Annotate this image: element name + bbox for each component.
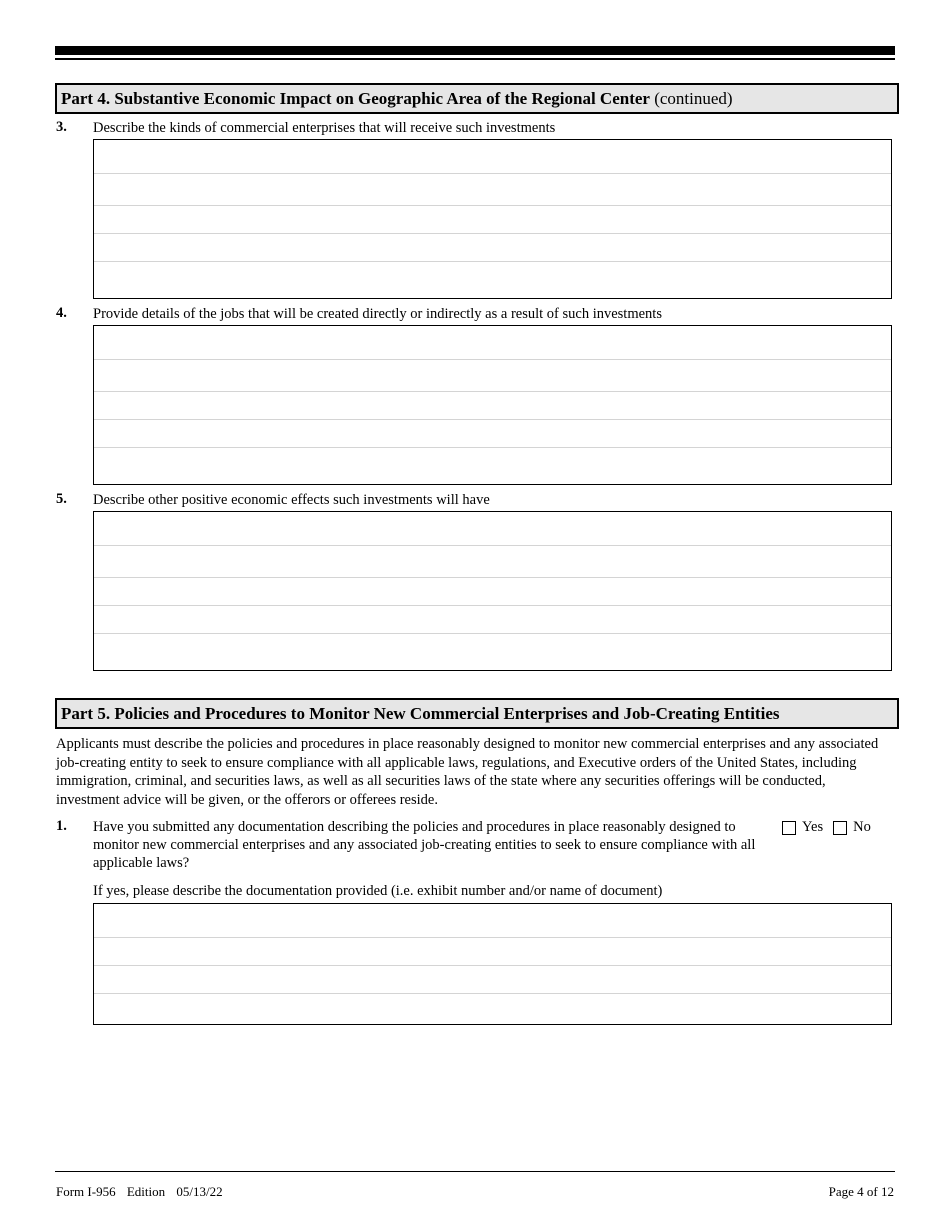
- part4-title: Part 4. Substantive Economic Impact on Geographic Area of the Regional Center: [61, 89, 650, 108]
- header-rule-thick: [55, 46, 895, 55]
- yes-checkbox[interactable]: [782, 821, 796, 835]
- question-3-text: Describe the kinds of commercial enterprises that will receive such investments: [93, 120, 556, 136]
- part5-question-1-number: 1.: [56, 818, 67, 834]
- question-3-answer-field[interactable]: [93, 139, 892, 299]
- footer-rule: [55, 1171, 895, 1172]
- header-rule-thin: [55, 58, 895, 60]
- part5-question-1-text: Have you submitted any documentation describing the policies and procedures in place reasonably designed to monitor new commercial enterprises and any associated job-creating entities to seek to ensure compliance with all applicable laws?: [93, 819, 756, 871]
- question-5-number: 5.: [56, 491, 67, 507]
- footer-form-name: Form I-956: [56, 1184, 116, 1199]
- part5-intro: Applicants must describe the policies and procedures in place reasonably designed to monitor new commercial enterprises and any associated job-creating entity to seek to ensure compliance with all applicable laws, regulations, and Executive orders of the United States, including immigration, criminal, and securities laws, as well as all securities laws of the state where any securities offerings will be conducted, investment advice will be given, or the offerors or offerees reside.: [56, 736, 879, 808]
- part4-title-suffix: (continued): [654, 89, 733, 108]
- footer-edition-date: 05/13/22: [176, 1184, 223, 1199]
- part5-question-1-answer-field[interactable]: [93, 903, 892, 1025]
- yes-label: Yes: [802, 819, 824, 835]
- footer-form-info: [56, 1184, 231, 1200]
- question-5-text: Describe other positive economic effects such investments will have: [93, 492, 490, 508]
- no-label: No: [853, 819, 871, 835]
- part5-header: [55, 698, 899, 729]
- footer-edition-label: Edition: [126, 1184, 166, 1199]
- question-4-text: Provide details of the jobs that will be created directly or indirectly as a result of such investments: [93, 306, 662, 322]
- question-4-answer-field[interactable]: [93, 325, 892, 485]
- question-5-answer-field[interactable]: [93, 511, 892, 671]
- yes-no-choice: [782, 819, 881, 836]
- no-checkbox[interactable]: [833, 821, 847, 835]
- part5-question-1-followup: If yes, please describe the documentation provided (i.e. exhibit number and/or name of document): [93, 883, 663, 899]
- question-3-number: 3.: [56, 119, 67, 135]
- footer-page-number: Page 4 of 12: [828, 1184, 894, 1199]
- part4-header: [55, 83, 899, 114]
- question-4-number: 4.: [56, 305, 67, 321]
- part5-title: Part 5. Policies and Procedures to Monitor New Commercial Enterprises and Job-Creating Entities: [61, 704, 780, 723]
